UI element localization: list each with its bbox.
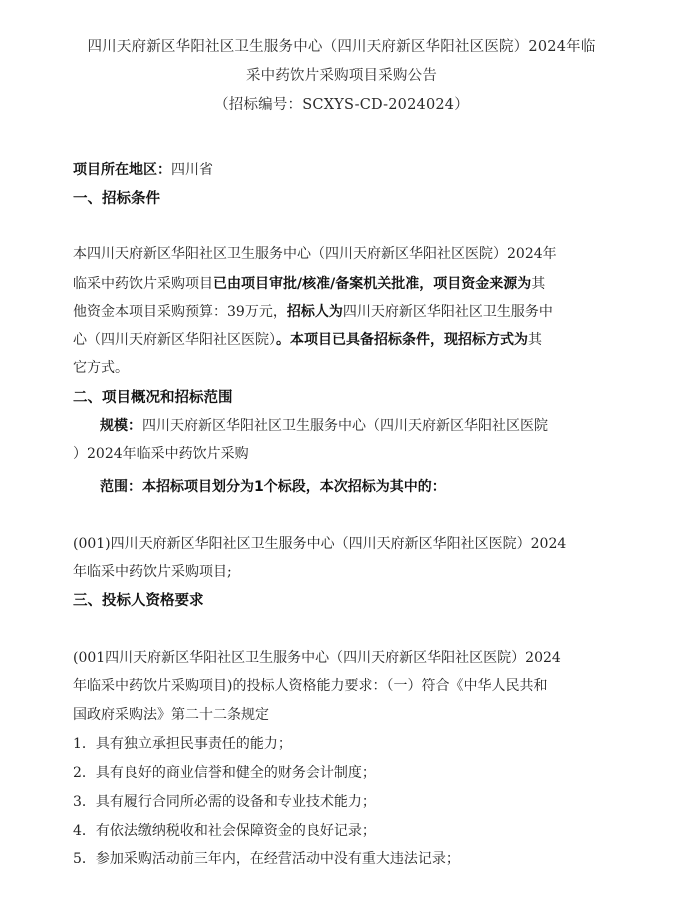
qualification-item: 3．具有履行合同所必需的设备和专业技术能力； <box>73 794 376 810</box>
tender-number: （招标编号：SCXYS-CD-2024024） <box>214 97 469 113</box>
document-title-line-2: 采中药饮片采购项目采购公告 <box>245 68 438 84</box>
range-label: 范围： <box>100 479 142 495</box>
project-region-value: 四川省 <box>171 162 213 178</box>
section-2-scale <box>100 413 640 439</box>
scale-label: 规模： <box>100 418 142 434</box>
qualification-item: 1．具有独立承担民事责任的能力； <box>73 736 292 752</box>
section-3-intro-line-1: (001四川天府新区华阳社区卫生服务中心（四川天府新区华阳社区医院）2024 <box>73 650 561 666</box>
section-1-line-1: 本四川天府新区华阳社区卫生服务中心（四川天府新区华阳社区医院）2024年 <box>73 246 557 262</box>
document-title-line-1: 四川天府新区华阳社区卫生服务中心（四川天府新区华阳社区医院）2024年临 <box>87 39 596 55</box>
qualification-item: 2．具有良好的商业信誉和健全的财务会计制度； <box>73 765 376 781</box>
section-1-tenderer-label: 招标人为 <box>286 304 343 320</box>
section-1-heading: 一、招标条件 <box>73 191 160 207</box>
section-1-line-2 <box>73 271 613 297</box>
section-1-line-5: 它方式。 <box>73 360 129 376</box>
section-1-condition-text: 。本项目已具备招标条件，现招标方式为 <box>276 332 528 348</box>
scale-text: 四川天府新区华阳社区卫生服务中心（四川天府新区华阳社区医院 <box>142 418 548 434</box>
range-text: 本招标项目划分为1个标段，本次招标为其中的： <box>142 479 446 495</box>
section-3-requirement-label: )的投标人资格能力要求： <box>227 678 387 694</box>
section-1-method: 其 <box>528 332 542 348</box>
section-3-intro-line-2 <box>73 673 613 699</box>
section-2-heading: 二、项目概况和招标范围 <box>73 390 233 406</box>
section-3-project-name: 年临采中药饮片采购项目 <box>73 678 227 694</box>
section-1-tenderer-name-cont: 心（四川天府新区华阳社区医院） <box>73 332 276 348</box>
qualification-item: 4．有依法缴纳税收和社会保障资金的良好记录； <box>73 823 376 839</box>
project-region-label: 项目所在地区： <box>73 162 171 178</box>
lot-line-1: (001)四川天府新区华阳社区卫生服务中心（四川天府新区华阳社区医院）2024 <box>73 536 567 552</box>
qualification-item: 5．参加采购活动前三年内，在经营活动中没有重大违法记录； <box>73 851 460 867</box>
section-3-requirement-1: （一）符合《中华人民共和 <box>386 678 548 694</box>
section-2-range <box>100 474 640 500</box>
section-1-tenderer-name: 四川天府新区华阳社区卫生服务中 <box>342 304 553 320</box>
section-1-project-name: 临采中药饮片采购项目 <box>73 276 213 292</box>
section-1-approval-text: 已由项目审批/核准/备案机关批准，项目资金来源为 <box>213 276 532 292</box>
section-1-line-4 <box>73 327 613 353</box>
section-1-budget: 他资金本项目采购预算：39万元， <box>73 304 287 320</box>
lot-line-2: 年临采中药饮片采购项目; <box>73 564 232 580</box>
section-1-fund-source: 其 <box>531 276 546 292</box>
project-region <box>73 157 613 183</box>
section-3-heading: 三、投标人资格要求 <box>73 593 204 609</box>
section-3-intro-line-3: 国政府采购法》第二十二条规定 <box>73 707 269 723</box>
section-2-scale-cont: ）2024年临采中药饮片采购 <box>73 446 249 462</box>
section-1-line-3 <box>73 299 613 325</box>
